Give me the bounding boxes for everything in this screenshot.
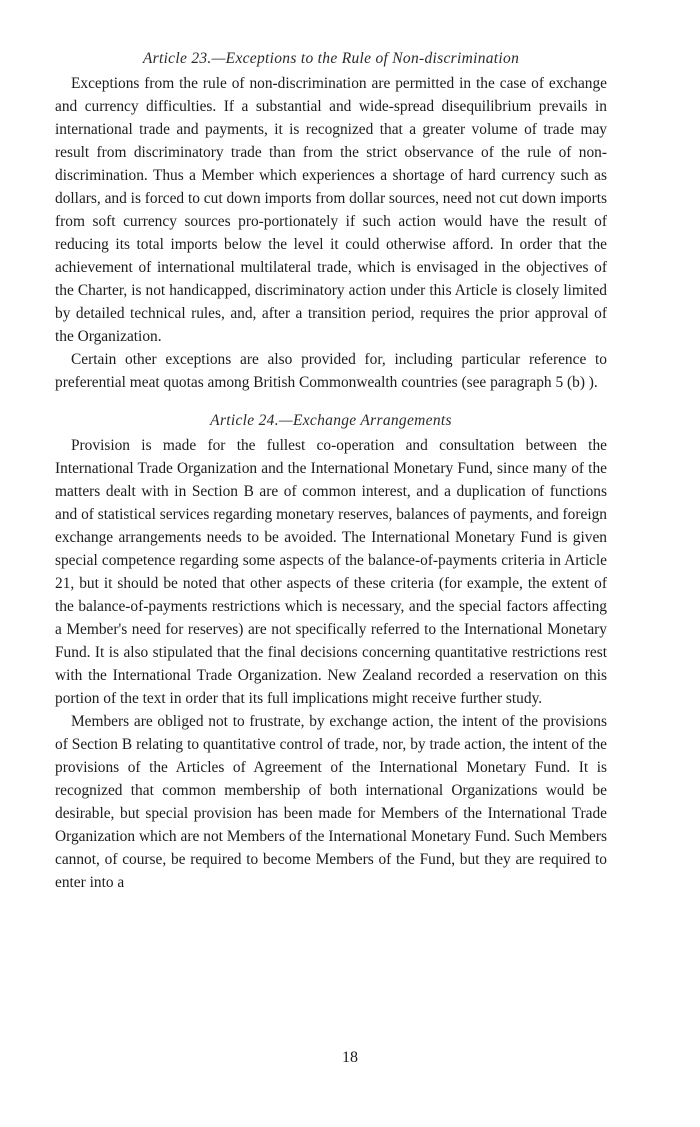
- article-23-paragraph-1: Exceptions from the rule of non-discrimination are permitted in the case of exchange and currency difficulties. If a substantial and wide-spread disequilibrium prevails in international trade and payments, it is recognized that a greater volume of trade may result from discriminatory trade than from the strict observance of the rule of non-discrimination. Thus a Member which experiences a shortage of hard currency such as dollars, and is forced to cut down imports from dollar sources, need not cut down imports from soft currency sources pro-portionately if such action would have the result of reducing its total imports below the level it could otherwise afford. In order that the achievement of international multilateral trade, which is envisaged in the objectives of the Charter, is not handicapped, discriminatory action under this Article is closely limited by detailed technical rules, and, after a transition period, requires the prior approval of the Organization.: [55, 75, 607, 345]
- page-number: 18: [342, 1049, 358, 1066]
- document-page: [55, 0, 607, 894]
- article-24-heading: Article 24.—Exchange Arrangements: [210, 412, 452, 429]
- article-23-paragraph-2: Certain other exceptions are also provided for, including particular reference to preferential meat quotas among British Commonwealth countries (see paragraph 5 (b) ).: [55, 351, 607, 391]
- article-23-heading: Article 23.—Exceptions to the Rule of Non-discrimination: [142, 50, 520, 67]
- article-24-paragraph-2: Members are obliged not to frustrate, by exchange action, the intent of the provisions of Section B relating to quantitative control of trade, nor, by trade action, the intent of the provisions of the Articles of Agreement of the International Monetary Fund. It is recognized that common membership of both international Organizations would be desirable, but special provision has been made for Members of the International Trade Organization which are not Members of the International Monetary Fund. Such Members cannot, of course, be required to become Members of the Fund, but they are required to enter into a: [55, 713, 607, 891]
- article-24-paragraph-1: Provision is made for the fullest co-operation and consultation between the International Trade Organization and the International Monetary Fund, since many of the matters dealt with in Section B are of common interest, and a duplication of functions and of statistical services regarding monetary reserves, balances of payments, and foreign exchange arrangements needs to be avoided. The International Monetary Fund is given special competence regarding some aspects of the balance-of-payments criteria in Article 21, but it should be noted that other aspects of these criteria (for example, the extent of the balance-of-payments restrictions which is necessary, and the special factors affecting a Member's need for reserves) are not specifically referred to the International Monetary Fund. It is also stipulated that the final decisions concerning quantitative restrictions rest with the International Trade Organization. New Zealand recorded a reservation on this portion of the text in order that its full implications might receive further study.: [55, 437, 607, 707]
